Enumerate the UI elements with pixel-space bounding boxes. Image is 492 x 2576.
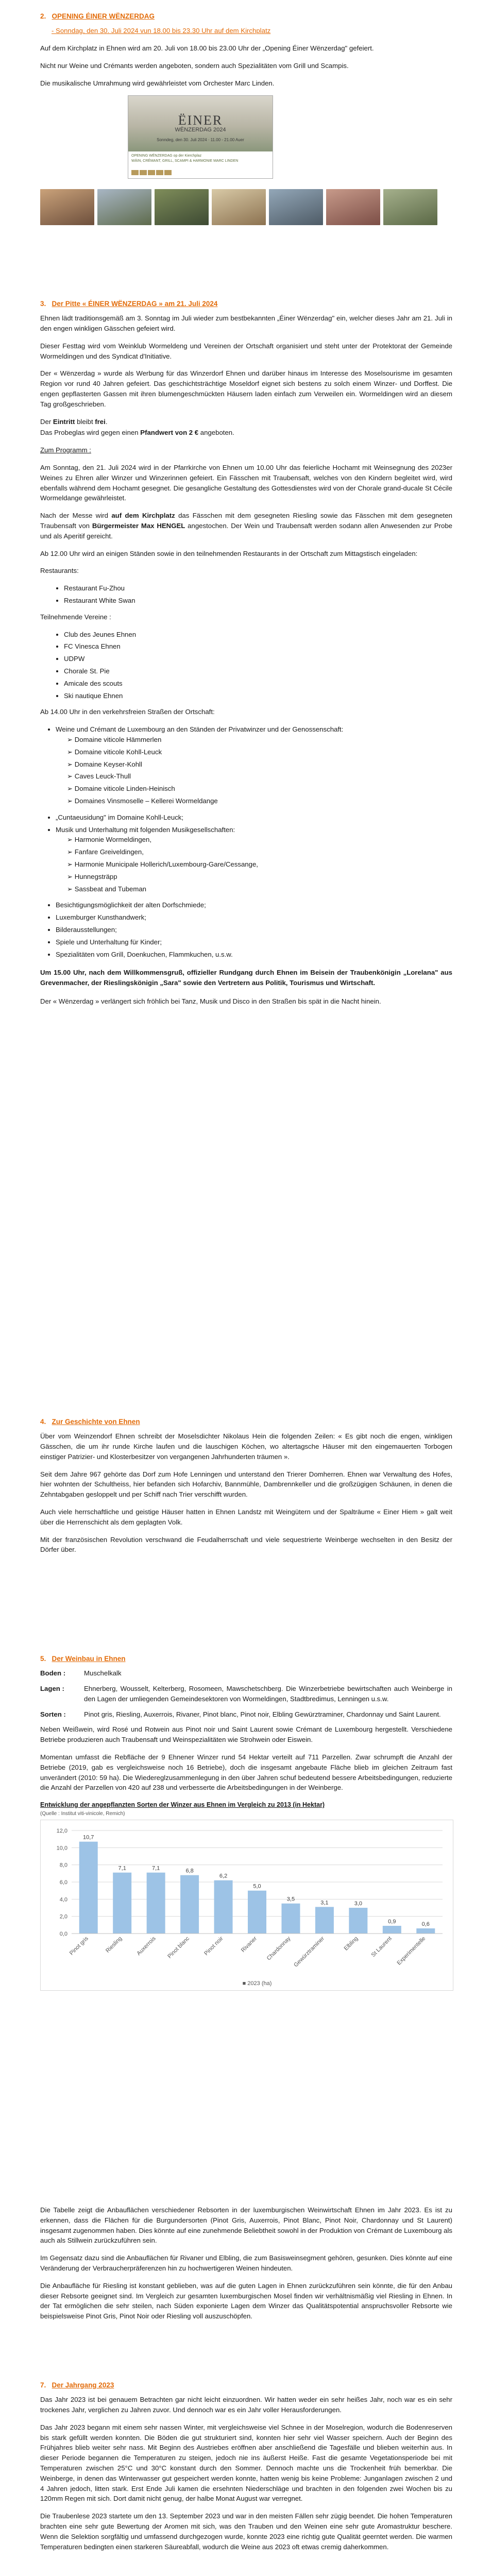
chart-source: (Quelle : Institut viti-vinicole, Remich) <box>40 1810 125 1817</box>
paragraph: Neben Weißwein, wird Rosé und Rotwein aus Pinot noir und Saint Laurent sowie Crémant de Luxembourg hergestellt. Verschiedene Betriebe produzieren auch Traubensaft und Weinspezialitäten wie Strohwein oder Eiswein. <box>40 1725 452 1744</box>
list-item: ➢ Domaine Keyser-Kohll <box>67 759 452 770</box>
list-item: ➢ Fanfare Greiveldingen, <box>67 847 452 857</box>
x-tick-label: Elbling <box>343 1935 360 1952</box>
y-tick-label: 12,0 <box>56 1827 67 1834</box>
list-item: • Restaurant White Swan <box>64 596 452 606</box>
x-tick-label: Rivaner <box>240 1935 259 1954</box>
list-item: ➢ Domaine viticole Linden-Heinisch <box>67 784 452 794</box>
poster-subtitle: WËNZERDAG 2024 <box>175 127 226 133</box>
x-tick-label: Gewürztraminer <box>293 1935 326 1969</box>
paragraph: Im Gegensatz dazu sind die Anbauflächen für Rivaner und Elbling, die zum Basisweinsegment gehören, gesunken. Dies könnte auf eine Veränderung der Verbraucherpräferenzen hin zu hochwertigeren Weinen hindeuten. <box>40 2254 452 2272</box>
paragraph: Dieser Festtag wird vom Weinklub Wormeldeng und Vereinen der Ortschaft organisiert und steht unter der Protektorat der Gemeinde Wormeldingen und des Syndicat d'Initiative. <box>40 342 452 360</box>
bar <box>113 1873 131 1934</box>
list-item: • Musik und Unterhaltung mit folgenden Musikgesellschaften: ➢ Harmonie Wormeldingen, ➢ Fanfare Greiveldingen, ➢ Harmonie Municipale Hollerich/Luxembourg-Gare/Cessange, ➢ Hunnegsträpp ➢ Sassbeat and Tubeman <box>56 825 452 894</box>
event-photo <box>155 189 209 225</box>
highlight-paragraph: Um 15.00 Uhr, nach dem Willkommensgruß, offizieller Rundgang durch Ehnen im Beisein der Traubenkönigin „Lorelana" aus Grevenmacher, der Rieslingskönigin „Sara" sowie den Vertretern aus Politik, Tourismus und Wirtschaft. <box>40 969 452 987</box>
y-tick-label: 6,0 <box>59 1879 67 1886</box>
program-list <box>40 724 452 959</box>
y-tick-label: 4,0 <box>59 1896 67 1903</box>
event-date-line: - Sonndag, den 30. Juli 2024 vun 18.00 bis 23.30 Uhr auf dem Kirchplatz <box>52 27 271 35</box>
data-label: 6,2 <box>219 1873 228 1879</box>
section-weinbau <box>40 1654 452 2002</box>
musik-list <box>56 835 452 894</box>
section-wenzerdag <box>40 299 452 1014</box>
x-tick-label: Experimentelle <box>396 1935 427 1967</box>
y-tick-label: 2,0 <box>59 1913 67 1920</box>
list-item: • Spiele und Unterhaltung für Kinder; <box>56 937 452 947</box>
y-tick-label: 10,0 <box>56 1845 67 1852</box>
list-item: • UDPW <box>64 654 452 664</box>
y-tick-label: 0,0 <box>59 1930 67 1937</box>
section-heading: 3. Der Pitte « ÉINER WËNZERDAG » am 21. Juli 2024 <box>40 300 218 308</box>
event-photo <box>97 189 151 225</box>
list-item: • Spezialitäten vom Grill, Doenkuchen, Flammkuchen, u.s.w. <box>56 950 452 960</box>
x-tick-label: Auxerrois <box>135 1935 157 1957</box>
winzer-list <box>56 735 452 806</box>
paragraph: Nach der Messe wird auf dem Kirchplatz das Fässchen mit dem gesegneten Riesling sowie das Fässchen mit dem gesegneten Traubensaft von Bürgermeister Max HENGEL angestochen. Der Wein und Traubensaft werden sodann allen Anwesenden zur Probe und als Aperitif gereicht. <box>40 512 452 540</box>
bar <box>383 1926 401 1934</box>
list-item: • Chorale St. Pie <box>64 666 452 676</box>
list-item: • Ski nautique Ehnen <box>64 691 452 701</box>
restaurants-label: Restaurants: <box>40 567 79 575</box>
paragraph: Das Probeglas wird gegen einen Pfandwert von 2 € angeboten. <box>40 429 234 437</box>
paragraph: Am Sonntag, den 21. Juli 2024 wird in der Pfarrkirche von Ehnen um 10.00 Uhr das feierliche Hochamt mit Weinsegnung des 2023er Weines zu Ehren aller Winzer und Winzerinnen gefeiert. Ein Fässchen mit Traubensaft, welches von den Kindern begleitet wird, wird ebenfalls während dem Hochamt gesegnet. Die gesangliche Gestaltung des Gottesdienstes wird von der Chorale grand-ducale St Cécile Wormeldange gewährleistet. <box>40 464 452 502</box>
paragraph: Die musikalische Umrahmung wird gewährleistet vom Orchester Marc Linden. <box>40 79 275 87</box>
clubs-label: Teilnehmende Vereine : <box>40 613 111 621</box>
poster-logos <box>131 168 173 178</box>
paragraph: Momentan umfasst die Rebfläche der 9 Ehnener Winzer rund 54 Hektar verteilt auf 711 Parzellen. Zwar schrumpft die Anzahl der Betriebe (2019, gab es vergleichsweise noch 16 Betriebe), doch die insgesamt angebaute Fläche blieb im gleichen Zeitraum fast unverändert (2010: 59 ha). Die Wiedereglzusammenlegung in den über Jahren schuf bedeutend bessere Arbeitsbedingungen, reduzierte die Anzahl der Parzellen von 420 auf 238 und verbesserte die Arbeitsbedingungen in der Weinberge. <box>40 1753 452 1792</box>
section-jahrgang <box>40 2380 452 2559</box>
list-item: • FC Vinesca Ehnen <box>64 641 452 652</box>
info-row-sorten: Sorten : Pinot gris, Riesling, Auxerrois, Rivaner, Pinot blanc, Pinot noir, Elbling Gewürztraminer, Chardonnay und Saint Laurent. <box>40 1710 441 1718</box>
list-item: • Amicale des scouts <box>64 679 452 689</box>
event-photo <box>383 189 437 225</box>
paragraph: Ab 12.00 Uhr wird an einigen Ständen sowie in den teilnehmenden Restaurants in der Ortschaft zum Mittagstisch eingeladen: <box>40 549 418 557</box>
list-item: • „Cuntaeusidung" im Domaine Kohll-Leuck; <box>56 812 452 823</box>
paragraph: Der Eintritt bleibt frei. <box>40 417 108 426</box>
event-poster-image <box>128 95 273 179</box>
list-item: • Luxemburger Kunsthandwerk; <box>56 912 452 923</box>
paragraph: Ab 14.00 Uhr in den verkehrsfreien Straßen der Ortschaft: <box>40 708 215 716</box>
x-tick-label: Pinot gris <box>68 1935 90 1957</box>
chart-title: Entwicklung der angepflanzten Sorten der Winzer aus Ehnen im Vergleich zu 2013 (in Hektar) <box>40 1801 325 1809</box>
list-item: • Weine und Crémant de Luxembourg an den Ständen der Privatwinzer und der Genossenschaft: ➢ Domaine viticole Hämmerlen ➢ Domaine viticole Kohll-Leuck ➢ Domaine Keyser-Kohll ➢ Caves Leuck-Thull ➢ Domaine viticole Linden-Heinisch ➢ Domaines Vinsmoselle – Kellerei Wormeldange <box>56 724 452 806</box>
bar <box>214 1880 233 1934</box>
list-item: ➢ Domaine viticole Hämmerlen <box>67 735 452 745</box>
paragraph: Über vom Weinzendorf Ehnen schreibt der Moselsdichter Nikolaus Hein die folgenden Zeilen: « Es gibt noch die engen, winkligen Gässchen, die um ihr runde Kirche laufen und die lauschigen Köchen, wo altertagsche Häuser mit den eingemauerten Torbogen einstiger Patrizier- und Klosterbesitzer von vergangenen Jahrhunderten träumen ». <box>40 1432 452 1461</box>
info-row-lagen: Lagen : Ehnerberg, Wousselt, Kelterberg, Rosomeen, Mawschetschberg. Die Winzerbetriebe bewirtschaften auch Weinberge in den Lagen der umliegenden Gemeindesektoren von Wormeldingen, Stadtbredimus, Lenningen u.s.w. <box>40 1685 452 1703</box>
section-heading: 2. OPENING ÉINER WËNZERDAG <box>40 12 155 20</box>
paragraph: Das Jahr 2023 ist bei genauem Betrachten gar nicht leicht einzuordnen. Wir hatten weder ein sehr heißes Jahr, noch war es ein sehr trockenes Jahr, verglichen zu Jahren zuvor. Und dennoch war es ein Jahr voller Herausforderungen. <box>40 2396 452 2414</box>
y-tick-label: 8,0 <box>59 1862 67 1869</box>
x-tick-label: Pinot blanc <box>166 1935 191 1960</box>
photo-strip <box>40 189 452 225</box>
restaurants-list <box>40 583 452 606</box>
data-label: 3,1 <box>320 1900 329 1906</box>
list-item: ➢ Domaine viticole Kohll-Leuck <box>67 747 452 757</box>
event-photo <box>326 189 380 225</box>
data-label: 0,9 <box>388 1918 396 1925</box>
legend: ■ 2023 (ha) <box>242 1980 272 1987</box>
list-item: ➢ Caves Leuck-Thull <box>67 771 452 782</box>
event-photo <box>40 189 94 225</box>
paragraph: Nicht nur Weine und Crémants werden angeboten, sondern auch Spezialitäten vom Grill und Scampis. <box>40 61 349 70</box>
program-label: Zum Programm : <box>40 446 91 454</box>
section-heading: 7. Der Jahrgang 2023 <box>40 2381 114 2389</box>
bar-chart <box>40 1820 453 1991</box>
list-item: ➢ Harmonie Wormeldingen, <box>67 835 452 845</box>
section-history <box>40 1417 452 1562</box>
list-item: ➢ Hunnegsträpp <box>67 872 452 882</box>
paragraph: Der « Wënzerdag » wurde als Werbung für das Winzerdorf Ehnen und darüber hinaus im Interesse des Moselsourisme im gesamten Region vor rund 40 Jahren gefeiert. Das geschichtsträchtige Moseldorf eignet sich bestens zu solch einem Winzer- und Dorffest. Die engen gepflasterten Gassen mit ihren blumengeschmückten Häusern laden einfach zum Verweilen ein. Wormeldingen wird an diesem Tag großgeschrieben. <box>40 369 452 408</box>
section-heading: 5. Der Weinbau in Ehnen <box>40 1655 126 1663</box>
paragraph: Mit der französischen Revolution verschwand die Feudalherrschaft und viele sequestrierte Weinberge wechselten in den Besitz der Dörfer über. <box>40 1535 452 1554</box>
paragraph: Auf dem Kirchplatz in Ehnen wird am 20. Juli von 18.00 bis 23.00 Uhr der „Opening Éiner Wënzerdag" gefeiert. <box>40 44 374 53</box>
list-item: • Bilderausstellungen; <box>56 925 452 935</box>
bar <box>416 1928 435 1934</box>
paragraph: Seit dem Jahre 967 gehörte das Dorf zum Hofe Lenningen und unterstand den Trierer Domherren. Ehnen war Verwaltung des Hofes, hier wohnten der Schultheiss, hier befanden sich Hofarchiv, Bannmühle, Dambrennkeller und die großzügigen Schäunen, in denen die Zehntabgaben gesloppelt und per Schiff nach Trier verschifft wurden. <box>40 1470 452 1499</box>
x-tick-label: St Laurent <box>370 1935 393 1958</box>
x-tick-label: Pinot noir <box>203 1935 225 1957</box>
chart-svg <box>41 1820 453 1990</box>
paragraph: Die Traubenlese 2023 startete um den 13. September 2023 und war in den meisten Fällen sehr zügig beendet. Die hohen Temperaturen brachten eine sehr gute Bewertung der Aromen mit sich, was den Trauben und den Weinen eine sehr gute Aromastruktur beschere. Wenn die Selektion sorgfältig und umfassend durchgezogen wurde, konnte 2023 eine richtig gute Qualität geerntet werden. Die warmen Temperaturen bedingten einen starkeren Säureabfall, wodurch die Weine aus 2023 oft etwas cremig daherkommen. <box>40 2512 452 2551</box>
poster-title: ËINER <box>178 113 223 128</box>
data-label: 6,8 <box>185 1868 194 1874</box>
bar <box>248 1891 266 1934</box>
data-label: 7,1 <box>151 1865 160 1872</box>
paragraph: Auch viele herrschaftliche und geistige Häuser hatten in Ehnen Landstz mit Weingütern und der Spalträume « Einer Hiem » galt weit über die Herrenschicht als dem geplagten Volk. <box>40 1508 452 1526</box>
data-label: 0,6 <box>421 1921 430 1927</box>
paragraph: Ehnen lädt traditionsgemäß am 3. Sonntag im Juli wieder zum bestbekannten „Éiner Wënzerdag" ein, welcher dieses Jahr am 21. Juli in den engen winkligen Gässchen gefeiert wird. <box>40 314 452 333</box>
x-tick-label: Chardonnay <box>265 1935 292 1962</box>
section-analysis <box>40 2205 452 2329</box>
list-item: ➢ Sassbeat and Tubeman <box>67 884 452 894</box>
paragraph: Die Anbaufläche für Riesling ist konstant geblieben, was auf die guten Lagen in Ehnen zurückzuführen sein könnte, die für den Anbau dieser Rebsorte geeignet sind. Im Vergleich zur gesamten luxemburgischen Mosel finden wir verhältnismäßig viel Riesling in Ehnen. In der Tat ermöglichen die sehr steilen, nach Süden exponierte Lagen dem Winzer das Qualitätspotential anspruchsvoller Rebsorte wie beispielsweise Pinot Gris, Pinot Noir oder Riesling voll auszuschöpfen. <box>40 2281 452 2320</box>
poster-bar-text: OPENING WËNZERDAG op der Kierchplaz WÄIN, CRÉMANT, GRILL, SCAMPI & HARMONIE MARC LINDEN <box>131 154 239 163</box>
paragraph: Die Tabelle zeigt die Anbauflächen verschiedener Rebsorten in der luxemburgischen Weinwirtschaft Ehnen im Jahr 2023. Es ist zu erkennen, dass die Flächen für die Burgundersorten (Pinot Gris, Auxerrois, Pinot Blanc, Pinot Noir, Chardonnay und St Laurent) insgesamt zugenommen haben. Dies könnte auf eine zunehmende Beliebtheit sowohl in der Produktion von Crémant de Luxembourg als auch als Stillwein zurückzuführen sein. <box>40 2206 452 2245</box>
event-photo <box>269 189 323 225</box>
bar <box>281 1904 300 1934</box>
x-tick-label: Riesling <box>105 1935 124 1954</box>
list-item: • Restaurant Fu-Zhou <box>64 583 452 594</box>
paragraph: Der « Wënzerdag » verlängert sich fröhlich bei Tanz, Musik und Disco in den Straßen bis spät in die Nacht hinein. <box>40 997 381 1005</box>
bar <box>349 1908 367 1934</box>
data-label: 3,5 <box>286 1896 295 1903</box>
data-label: 5,0 <box>253 1883 261 1890</box>
paragraph: Das Jahr 2023 begann mit einem sehr nassen Winter, mit vergleichsweise viel Schnee in der Moselregion, wodurch die Bodenreserven bis stark gefüllt werden konnten. Die Böden die gut strukturiert sind, konnten hier sehr viel Wasser speichern. Auch der Beginn des Frühjahres blieb weiter sehr nass. Mit Beginn des Austriebes eröffnen aber anschließend die Tagesfälle und blieben weiterhin aus. In dieser Periode begannen die Temperaturen zu steigen, jedoch nie ins äußerst Heiße. Fast die gesamte Vegetationsperiode bei mit Temperaturen zwischen 25°C und 30°C konstant durch den Sommer. Dennoch machte uns die Trockenheit früh bemerkbar. Die Weinberge, in denen das Winterwasser gut gespeichert werden konnte, hatten wenig bis keine Probleme: Junganlagen zwischen 2 und 4 Jahren jedoch, litten stark. Erst Ende Juli kamen die ersehnten Niederschläge und brachten in den folgenden zwei Wochen bis zu 120mm Regen mit sich. Dort damit nicht genug, der halbe Monat August war verregnet. <box>40 2423 452 2503</box>
bar <box>315 1907 334 1934</box>
list-item: • Besichtigungsmöglichkeit der alten Dorfschmiede; <box>56 900 452 910</box>
data-label: 7,1 <box>118 1865 126 1872</box>
bar <box>79 1842 98 1934</box>
clubs-list <box>40 630 452 701</box>
data-label: 3,0 <box>354 1900 363 1907</box>
list-item: ➢ Harmonie Municipale Hollerich/Luxembourg-Gare/Cessange, <box>67 859 452 870</box>
list-item: ➢ Domaines Vinsmoselle – Kellerei Wormeldange <box>67 796 452 806</box>
list-item: • Club des Jeunes Ehnen <box>64 630 452 640</box>
section-opening <box>40 11 452 235</box>
poster-date: Sonndeg, den 30. Juli 2024 · 11.00 - 21.00 Auer <box>157 138 244 143</box>
info-row-boden: Boden : Muschelkalk <box>40 1669 122 1677</box>
section-heading: 4. Zur Geschichte von Ehnen <box>40 1418 140 1426</box>
bar <box>180 1875 199 1934</box>
data-label: 10,7 <box>83 1834 94 1841</box>
bar <box>147 1873 165 1934</box>
event-photo <box>212 189 266 225</box>
